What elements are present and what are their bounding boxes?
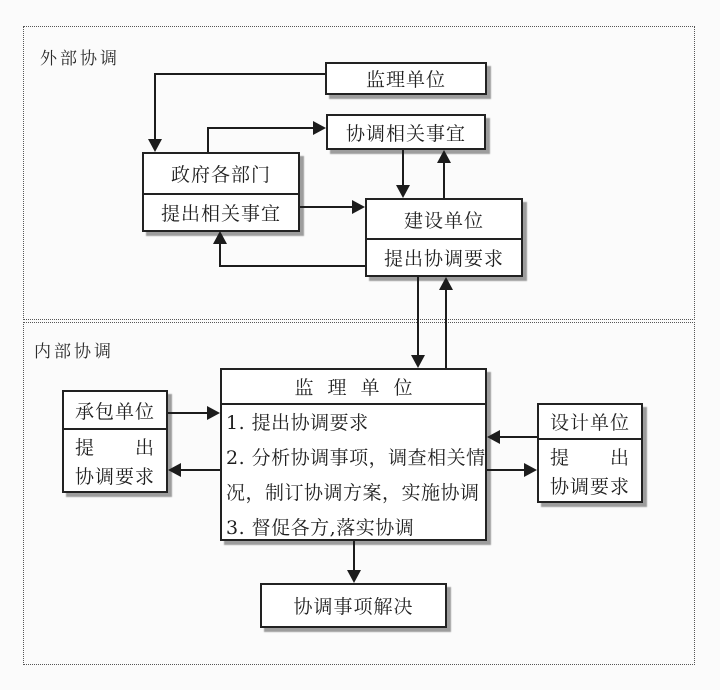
government-note: 提出相关事宜 [144, 193, 298, 230]
external-section-label: 外部协调 [40, 49, 120, 69]
supervision-duties-list [222, 403, 485, 546]
box-contractor-unit [62, 390, 168, 493]
box-resolution [260, 583, 447, 628]
box-coordination-matters [326, 114, 486, 150]
duty-line: 2. 分析协调事项，调查相关情 [226, 447, 486, 469]
construction-title: 建设单位 [403, 209, 484, 232]
box-construction-unit [365, 198, 523, 277]
duty-line: 3. 督促各方,落实协调 [226, 517, 415, 539]
box-supervision-internal [220, 368, 487, 541]
duty-line: 况，制订协调方案，实施协调 [226, 482, 480, 504]
design-note-line2: 协调要求 [549, 475, 630, 498]
box-government-departments [142, 152, 300, 232]
supervision-external-title: 监理单位 [365, 69, 446, 91]
contractor-note-line1: 提 出 [74, 436, 155, 459]
design-note-line1: 提 出 [549, 446, 630, 469]
design-title: 设计单位 [549, 412, 630, 434]
contractor-title: 承包单位 [74, 400, 155, 423]
contractor-note-line2: 协调要求 [74, 465, 155, 488]
resolution-title: 协调事项解决 [293, 596, 414, 618]
box-design-unit [537, 403, 643, 503]
internal-section-label: 内部协调 [34, 342, 114, 362]
construction-note: 提出协调要求 [367, 238, 521, 275]
supervision-internal-title: 监理单位 [294, 377, 427, 399]
coordination-matters-title: 协调相关事宜 [345, 122, 466, 145]
government-title: 政府各部门 [170, 164, 271, 186]
duty-line: 1. 提出协调要求 [226, 412, 369, 434]
box-supervision-external [325, 62, 487, 95]
